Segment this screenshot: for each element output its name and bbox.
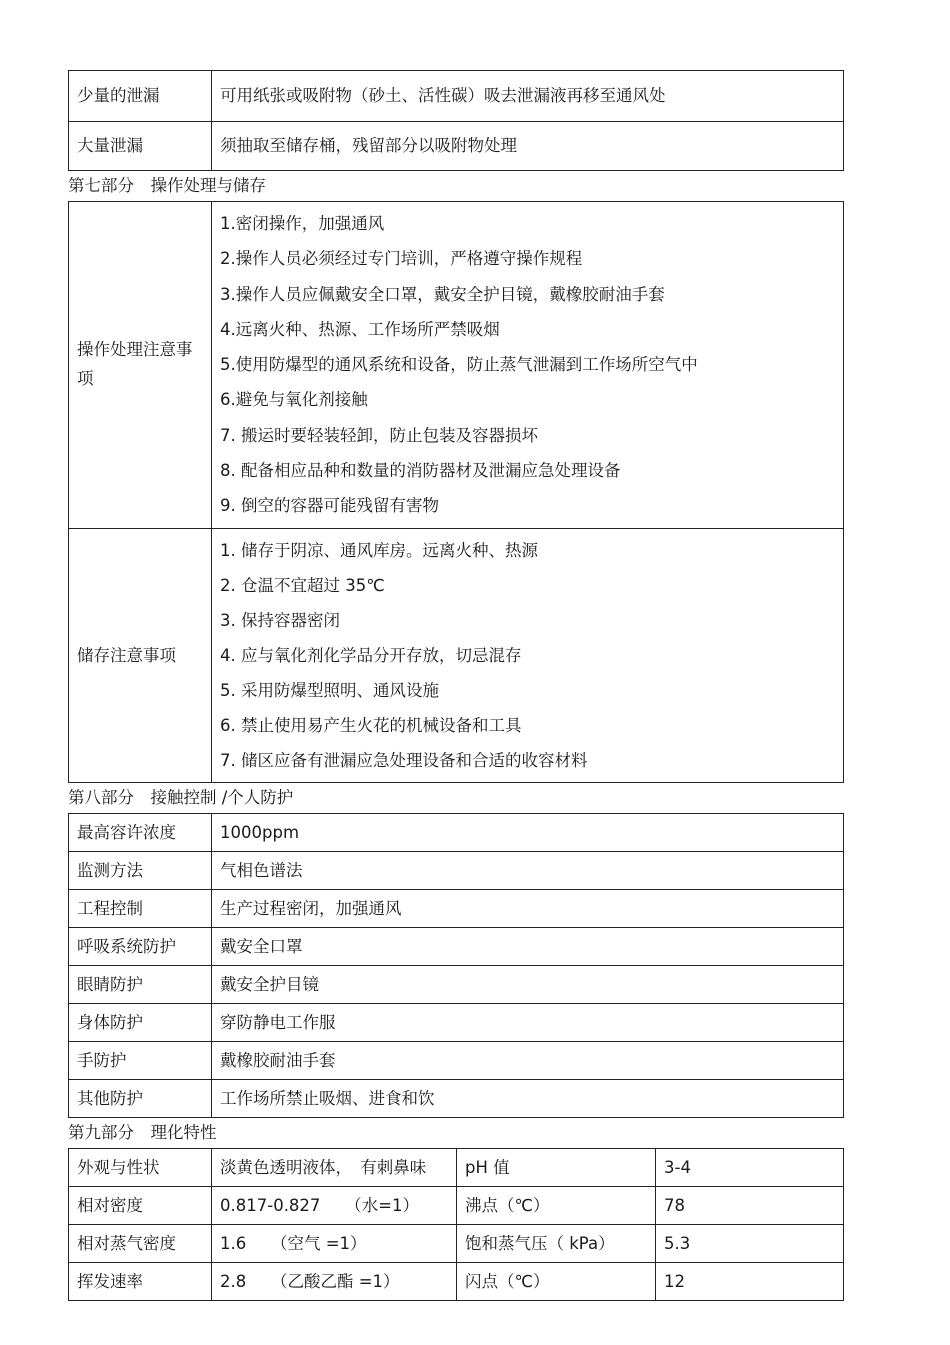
section-7-table [68,201,844,783]
table-row [69,1187,844,1225]
list-item: 6.避免与氧化剂接触 [220,390,368,410]
leak-table [68,70,844,171]
row-label: 大量泄漏 [69,122,212,171]
row-label: 手防护 [69,1042,212,1080]
row-value: 戴安全护目镜 [212,966,844,1004]
row-label: 工程控制 [69,890,212,928]
row-value: 须抽取至储存桶，残留部分以吸附物处理 [212,122,844,171]
list-item: 1. 储存于阴凉、通风库房。远离火种、热源 [220,540,538,560]
storage-list [212,528,844,783]
list-item: 3.操作人员应佩戴安全口罩，戴安全护目镜，戴橡胶耐油手套 [220,284,665,304]
handling-row [69,202,844,529]
list-item: 7. 储区应备有泄漏应急处理设备和合适的收容材料 [220,751,588,771]
row-label: 少量的泄漏 [69,71,212,122]
handling-list [212,202,844,529]
row-label: 呼吸系统防护 [69,928,212,966]
list-item: 4.远离火种、热源、工作场所严禁吸烟 [220,319,500,339]
table-row [69,1149,844,1187]
table-row [69,928,844,966]
property-value: 78 [656,1187,844,1225]
storage-row [69,528,844,783]
row-value: 戴安全口罩 [212,928,844,966]
property-value: 1.6 （空气 =1） [212,1225,457,1263]
row-value: 穿防静电工作服 [212,1004,844,1042]
table-row [69,1042,844,1080]
row-value: 可用纸张或吸附物（砂土、活性碳）吸去泄漏液再移至通风处 [212,71,844,122]
row-value: 生产过程密闭，加强通风 [212,890,844,928]
list-item: 4. 应与氧化剂化学品分开存放，切忌混存 [220,645,522,665]
property-value: 5.3 [656,1225,844,1263]
table-row [69,890,844,928]
row-label: 其他防护 [69,1080,212,1118]
table-row [69,1263,844,1301]
table-row [69,852,844,890]
property-label: 相对蒸气密度 [69,1225,212,1263]
table-row [69,1004,844,1042]
row-value: 1000ppm [212,814,844,852]
list-item: 2. 仓温不宜超过 35℃ [220,575,385,595]
list-item: 2.操作人员必须经过专门培训，严格遵守操作规程 [220,249,583,269]
section-8-title: 第八部分 接触控制 /个人防护 [68,788,294,808]
row-label: 眼睛防护 [69,966,212,1004]
table-row [69,1225,844,1263]
list-item: 1.密闭操作，加强通风 [220,214,385,233]
section-7-title: 第七部分 操作处理与储存 [68,176,266,195]
table-row [69,71,844,122]
property-label: 外观与性状 [69,1149,212,1187]
property-value: 2.8 （乙酸乙酯 =1） [212,1263,457,1301]
property-value: 淡黄色透明液体， 有刺鼻味 [212,1149,457,1187]
section-9-title: 第九部分 理化特性 [68,1123,217,1143]
section-9-table [68,1148,844,1301]
section-8-table [68,813,844,1118]
row-label: 监测方法 [69,852,212,890]
row-label: 身体防护 [69,1004,212,1042]
row-value: 工作场所禁止吸烟、进食和饮 [212,1080,844,1118]
list-item: 3. 保持容器密闭 [220,610,340,630]
property-label: pH 值 [457,1149,656,1187]
property-label: 沸点（℃） [457,1187,656,1225]
table-row [69,122,844,171]
row-label: 最高容许浓度 [69,814,212,852]
list-item: 9. 倒空的容器可能残留有害物 [220,496,439,516]
property-label: 闪点（℃） [457,1263,656,1301]
property-value: 3-4 [656,1149,844,1187]
list-item: 6. 禁止使用易产生火花的机械设备和工具 [220,716,522,736]
row-value: 戴橡胶耐油手套 [212,1042,844,1080]
list-item: 5.使用防爆型的通风系统和设备，防止蒸气泄漏到工作场所空气中 [220,355,698,375]
table-row [69,1080,844,1118]
handling-label: 操作处理注意事项 [69,202,212,529]
property-value: 0.817-0.827 （水=1） [212,1187,457,1225]
storage-label: 储存注意事项 [69,528,212,783]
property-label: 挥发速率 [69,1263,212,1301]
row-value: 气相色谱法 [212,852,844,890]
table-row [69,814,844,852]
list-item: 7. 搬运时要轻装轻卸，防止包装及容器损坏 [220,425,538,445]
table-row [69,966,844,1004]
list-item: 5. 采用防爆型照明、通风设施 [220,681,439,701]
property-label: 相对密度 [69,1187,212,1225]
document-page [68,70,843,1301]
property-label: 饱和蒸气压（ kPa） [457,1225,656,1263]
list-item: 8. 配备相应品种和数量的消防器材及泄漏应急处理设备 [220,461,621,481]
property-value: 12 [656,1263,844,1301]
